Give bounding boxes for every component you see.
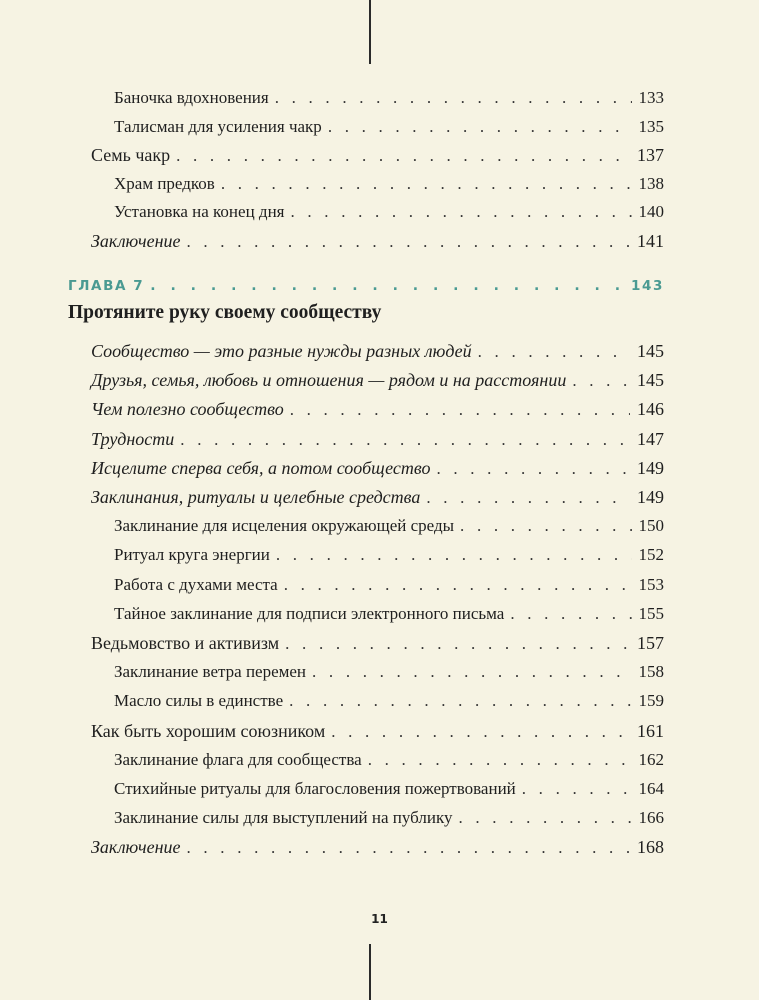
dot-leader [285,630,630,658]
toc-entry[interactable] [0,512,759,540]
toc-entry[interactable] [0,84,759,112]
toc-entry-page-number: 145 [637,341,664,361]
top-divider-line [369,0,371,64]
toc-entry-title: Как быть хорошим союзником [91,720,326,741]
toc-entry[interactable] [0,629,759,657]
dot-leader [459,804,632,832]
chapter-heading-row[interactable] [0,272,759,300]
toc-entry-title: Тайное заклинание для подписи электронного письма [114,603,505,623]
dot-leader [221,170,632,198]
toc-entry-page-number: 135 [638,116,664,136]
toc-entry-title: Талисман для усиления чакр [114,116,322,136]
toc-entry[interactable] [0,454,759,482]
dot-leader [436,455,630,483]
toc-entry[interactable] [0,775,759,803]
toc-entry[interactable] [0,833,759,861]
toc-entry-title: Семь чакр [91,145,171,165]
toc-entry-page-number: 155 [638,603,664,623]
dot-leader [150,272,624,300]
toc-entry-page-number: 159 [638,691,664,711]
chapter-title: Протяните руку своему сообществу [68,302,382,323]
toc-entry-page-number: 137 [637,145,664,165]
dot-leader [312,658,631,686]
toc-entry-title: Работа с духами места [114,574,278,594]
toc-entry-title: Ритуал круга энергии [114,545,270,565]
dot-leader [331,718,630,746]
toc-entry[interactable] [0,170,759,198]
toc-entry[interactable] [0,198,759,226]
toc-entry-page-number: 157 [637,633,664,653]
toc-entry-title: Стихийные ритуалы для благословения пожертвований [114,779,516,798]
dot-leader [187,834,631,862]
toc-entry[interactable] [0,141,759,169]
toc-entry-page-number: 147 [637,428,664,449]
toc-entry-title: Заключение [91,230,181,251]
toc-entry-page-number: 152 [638,545,664,565]
toc-entry-page-number: 168 [637,837,664,858]
toc-entry-title: Баночка вдохновения [114,88,269,107]
toc-entry-title: Сообщество — это разные нужды разных людей [91,341,472,361]
toc-entry[interactable] [0,687,759,715]
toc-entry-title: Установка на конец дня [114,202,285,221]
toc-entry[interactable] [0,366,759,394]
dot-leader [478,338,630,366]
toc-entry-page-number: 138 [638,173,664,193]
toc-entry-title: Храм предков [114,173,215,193]
toc-entry-title: Друзья, семья, любовь и отношения — рядом и на расстоянии [91,370,567,391]
dot-leader [284,571,632,599]
dot-leader [460,512,631,540]
toc-entry-page-number: 164 [638,779,664,798]
toc-entry-title: Заклинание флага для сообщества [114,749,362,769]
dot-leader [426,484,630,512]
toc-entry[interactable] [0,425,759,453]
toc-entry[interactable] [0,395,759,423]
toc-entry[interactable] [0,658,759,686]
dot-leader [328,113,632,141]
toc-entry[interactable] [0,600,759,628]
toc-entry-title: Заклинание ветра перемен [114,662,307,682]
dot-leader [289,687,631,715]
toc-entry-page-number: 149 [637,457,664,478]
toc-entry-page-number: 166 [638,808,664,828]
dot-leader [368,746,632,774]
toc-entry[interactable] [0,804,759,832]
dot-leader [275,84,632,112]
toc-entry[interactable] [0,113,759,141]
toc-entry-title: Трудности [91,428,175,449]
toc-entry-title: Исцелите сперва себя, а потом сообщество [91,457,431,478]
toc-entry[interactable] [0,746,759,774]
toc-entry[interactable] [0,571,759,599]
toc-entry-page-number: 140 [638,202,664,221]
toc-entry-page-number: 162 [638,749,664,769]
toc-entry-page-number: 161 [637,720,664,741]
toc-entry[interactable] [0,227,759,255]
toc-entry-page-number: 145 [637,370,664,391]
dot-leader [572,367,630,395]
toc-entry[interactable] [0,483,759,511]
dot-leader [522,775,632,803]
dot-leader [176,142,630,170]
dot-leader [276,541,632,569]
toc-entry-page-number: 149 [637,487,664,507]
dot-leader [291,198,632,226]
dot-leader [180,426,630,454]
page-number: 11 [371,912,388,926]
toc-entry-title: Заклинания, ритуалы и целебные средства [91,487,421,507]
dot-leader [510,600,631,628]
dot-leader [187,228,631,256]
toc-entry-page-number: 141 [637,230,664,251]
toc-entry-title: Заключение [91,837,181,858]
toc-entry-title: Ведьмовство и активизм [91,633,280,653]
toc-entry-page-number: 133 [638,88,664,107]
toc-entry-title: Заклинание для исцеления окружающей среды [114,516,455,536]
toc-entry[interactable] [0,541,759,569]
toc-entry-page-number: 146 [637,399,664,420]
toc-entry-page-number: 150 [638,516,664,536]
toc-entry-page-number: 158 [638,662,664,682]
toc-entry[interactable] [0,337,759,365]
bottom-divider-line [369,944,371,1000]
toc-entry[interactable] [0,717,759,745]
toc-entry-title: Заклинание силы для выступлений на публику [114,808,453,828]
toc-entry-title: Масло силы в единстве [114,691,284,711]
chapter-label: ГЛАВА 7 [68,278,145,294]
chapter-page-number: 143 [631,278,664,294]
toc-entry-title: Чем полезно сообщество [91,399,284,420]
dot-leader [290,396,630,424]
toc-entry-page-number: 153 [638,574,664,594]
